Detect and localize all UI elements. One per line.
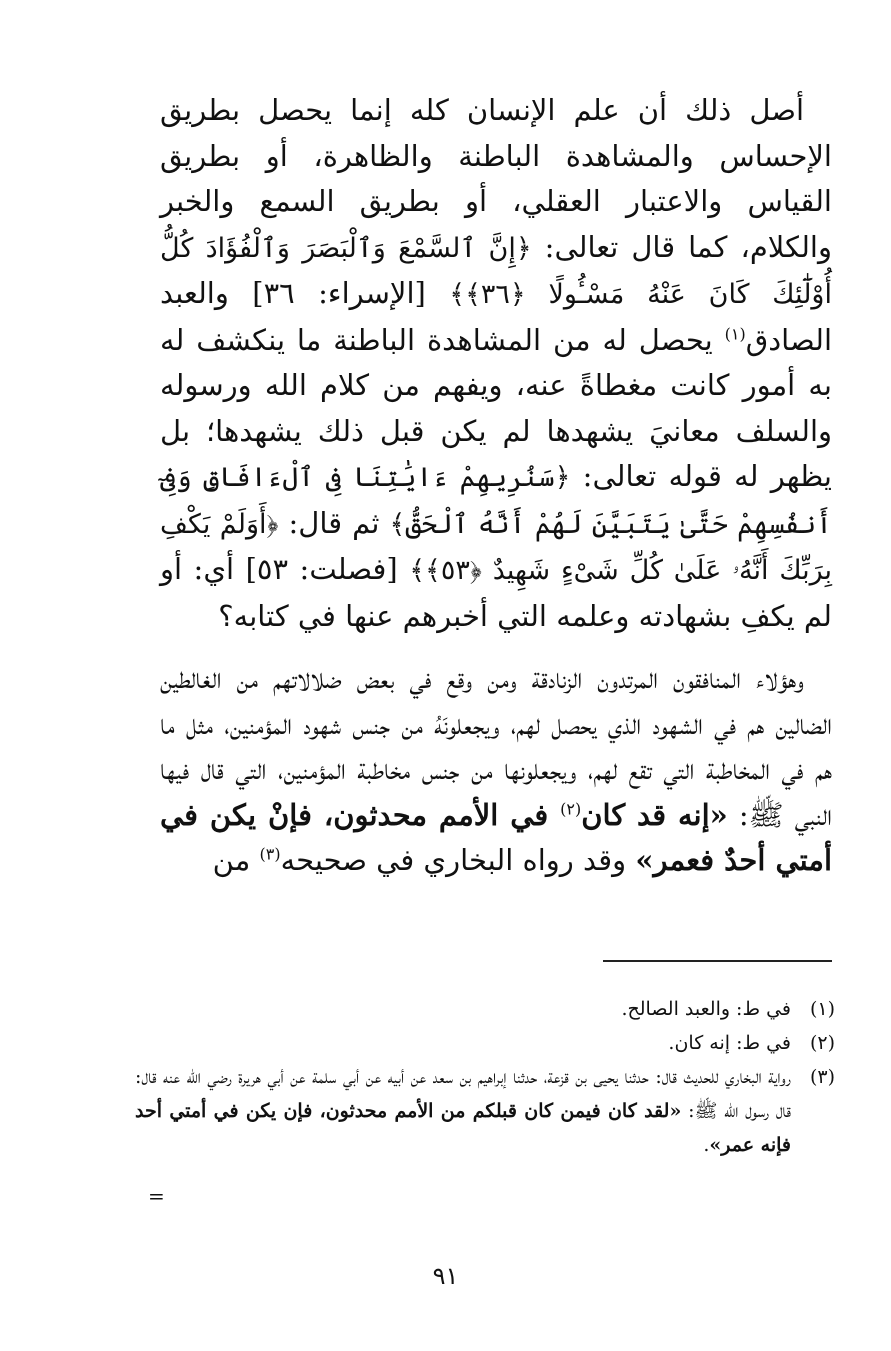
footnotes <box>135 992 835 1162</box>
footnote-2 <box>135 1026 835 1060</box>
footnote-ref-1: (١) <box>724 323 746 343</box>
quran-verse-fussilat-53b: ﴿أَوَلَمْ يَكْفِ بِرَبِّكَ أَنَّهُۥ عَلَىٰ كُلِّ شَىْءٍ شَهِيدٌ ﴿٥٣﴾﴾ <box>160 508 833 586</box>
footnote-end-punct: . <box>703 1134 710 1156</box>
footnote-number: (١) <box>809 998 835 1020</box>
paragraph-2-text-a: وهؤلاء المنافقون المرتدون الزنادقة ومن وقع في بعض ضلالاتهم من الغالطين الضالين هم في الشهود الذي يحصل لهم، ويجعلونَهُ من جنس شهود المؤمنين، مثل ما هم في المخاطبة التي تقع لهم، ويجعلونها من جنس مخاطبة المؤمنين، التي قال فيها النبي ﷺ: <box>160 661 833 832</box>
hadith-quote-b: في الأمم محدثون، فإنْ يكن في أمتي أحدٌ فعمر» <box>160 797 832 877</box>
footnote-text: في ط: إنه كان. <box>668 1032 791 1054</box>
footnote-separator <box>603 960 832 962</box>
continuation-mark: = <box>148 1184 165 1208</box>
paragraph-2 <box>160 656 832 884</box>
footnote-ref-2: (٢) <box>560 798 582 818</box>
footnote-hadith-quote: «لقد كان فيمن كان قبلكم من الأمم محدثون، فإن يكن في أمتي أحد فإنه عمر» <box>135 1100 791 1156</box>
paragraph-1-text-d: [فصلت: ٥٣] أي: أو لم يكفِ بشهادته وعلمه التي أخبرهم عنها في كتابه؟ <box>160 552 832 633</box>
quran-verse-isra-36: ﴿إِنَّ ٱلسَّمْعَ وَٱلْبَصَرَ وَٱلْفُؤَادَ كُلُّ أُوْلَٰٓئِكَ كَانَ عَنْهُ مَسْـُٔولًا ﴿٣٦﴾﴾ <box>160 232 832 310</box>
footnote-text <box>135 1060 791 1162</box>
footnote-number: (٢) <box>809 1032 835 1054</box>
footnote-number: (٣) <box>809 1066 835 1088</box>
paragraph-2-text-c: من <box>212 843 260 877</box>
paragraph-1-text-c: ثم قال: <box>278 505 390 540</box>
footnote-text-plain: رواية البخاري للحديث قال: حدثنا يحيى بن قزعة، حدثنا إبراهيم بن سعد عن أبيه عن أبي سلمة عن أبي هريرة رضي الله عنه قال: قال رسول الله ﷺ: <box>135 1066 792 1122</box>
paragraph-1-ref-a: [الإسراء: ٣٦] والعبد الصادق <box>160 276 832 357</box>
footnote-text: في ط: والعبد الصالح. <box>621 998 791 1020</box>
page-number: ٩١ <box>432 1262 459 1290</box>
quran-verse-fussilat-53a: ﴿سَنُرِيهِمْ ءَايَٰتِنَا فِى ٱلْءَافَاقِ وَفِىٓ أَنفُسِهِمْ حَتَّىٰ يَتَبَيَّنَ لَهُمْ أَنَّهُ ٱلْحَقُّ﴾ <box>160 462 833 540</box>
paragraph-1 <box>160 88 832 639</box>
footnote-ref-3: (٣) <box>259 844 281 864</box>
paragraph-1-text-b: يحصل له من المشاهدة الباطنة ما ينكشف له به أمور كانت مغطاةً عنه، ويفهم من كلام الله ورسوله والسلف معانيَ يشهدها لم يكن قبل ذلك يشهدها؛ بل يظهر له قوله تعالى: <box>160 322 832 493</box>
paragraph-1-text-a: أصل ذلك أن علم الإنسان كله إنما يحصل بطريق الإحساس والمشاهدة الباطنة والظاهرة، أو بطريق القياس والاعتبار العقلي، أو بطريق السمع والخبر والكلام، كما قال تعالى: <box>160 93 832 264</box>
footnote-1 <box>135 992 835 1026</box>
paragraph-2-text-b: وقد رواه البخاري في صحيحه <box>280 843 636 877</box>
footnote-3 <box>135 1060 835 1162</box>
hadith-quote-a: «إنه قد كان <box>581 797 728 832</box>
